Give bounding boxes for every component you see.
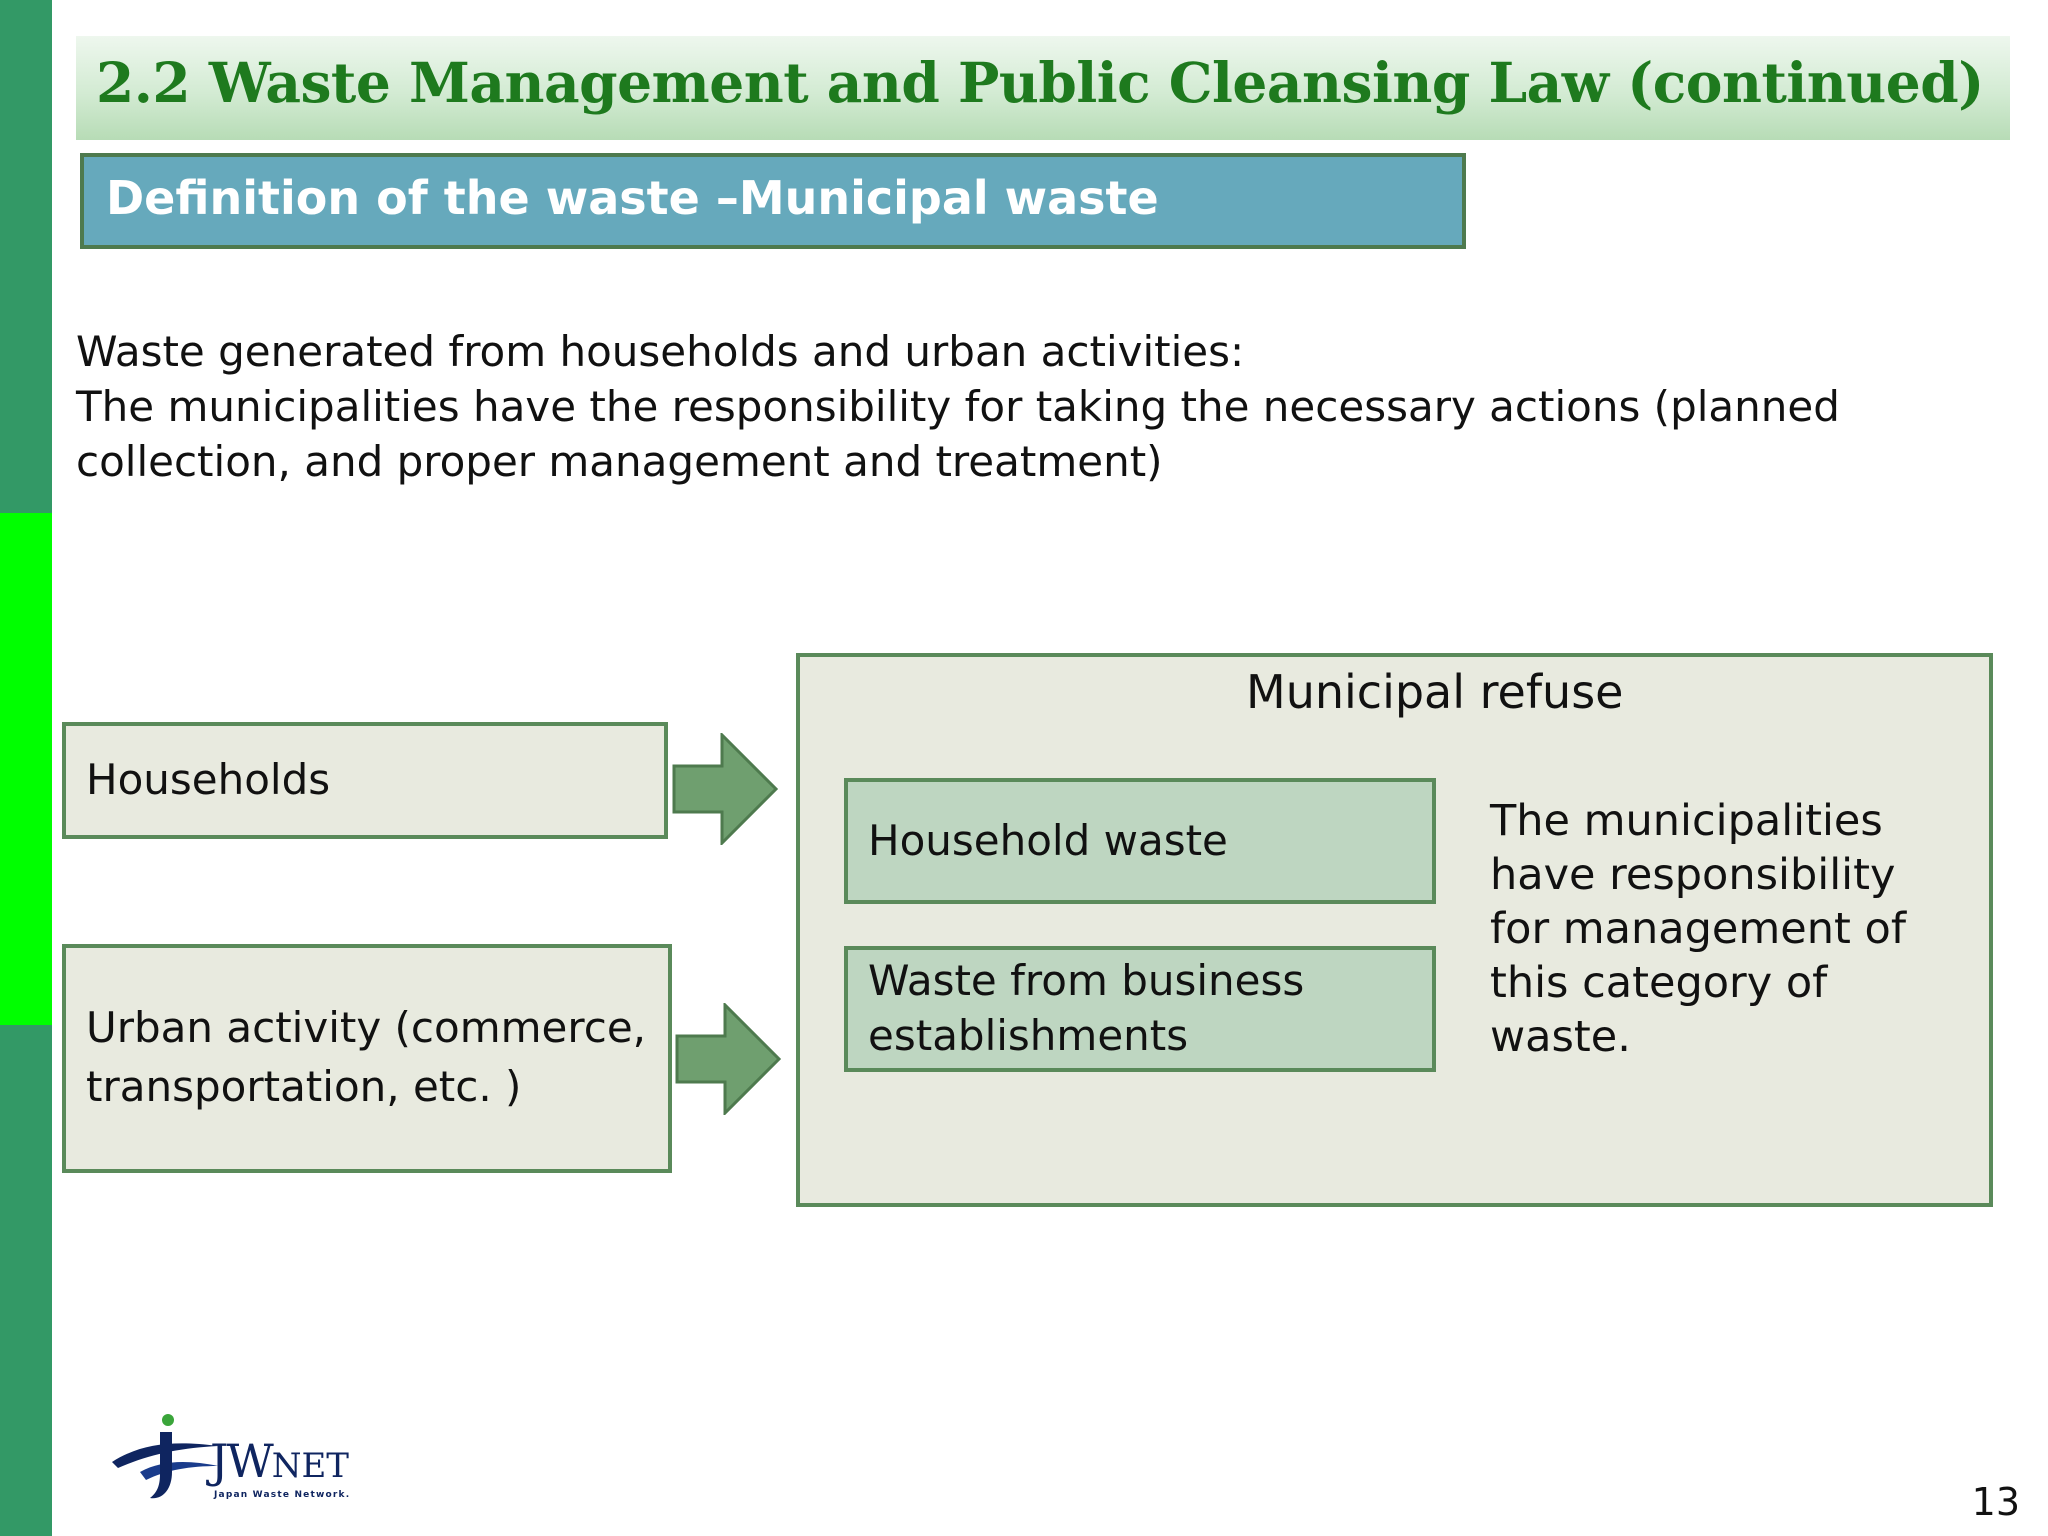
- jwnet-mark-icon: [110, 1410, 220, 1510]
- arrow-right-icon-urban: [675, 1003, 781, 1115]
- jwnet-logo: [110, 1410, 380, 1510]
- municipal-refuse-title: Municipal refuse: [1246, 665, 1624, 719]
- business-waste-box: [844, 946, 1436, 1072]
- household-waste-box: [844, 778, 1436, 904]
- slide-title: 2.2 Waste Management and Public Cleansing Law (continued): [96, 50, 1984, 115]
- households-label: Households: [86, 755, 331, 804]
- intro-line-2: The municipalities have the responsibility for taking the necessary actions (planned: [76, 382, 1840, 431]
- intro-line-1: Waste generated from households and urban activities:: [76, 327, 1245, 376]
- urban-activity-label-line-1: Urban activity (commerce,: [86, 1003, 647, 1052]
- left-sidebar-accent: [0, 513, 52, 1025]
- note-line-5: waste.: [1490, 1012, 1631, 1062]
- urban-activity-box: [62, 944, 672, 1173]
- note-line-4: this category of: [1490, 958, 1828, 1008]
- jwnet-logo-tagline: Japan Waste Network.: [214, 1490, 351, 1500]
- business-waste-label-line-1: Waste from business: [868, 956, 1305, 1005]
- municipal-refuse-box: [796, 653, 1993, 1207]
- business-waste-label-line-2: establishments: [868, 1011, 1189, 1060]
- subtitle-text: Definition of the waste –Municipal waste: [106, 171, 1159, 225]
- subtitle-box: [80, 153, 1466, 249]
- urban-activity-label-line-2: transportation, etc. ): [86, 1062, 522, 1111]
- household-waste-label: Household waste: [868, 816, 1228, 865]
- responsibility-note: [1490, 794, 1906, 1064]
- households-box: [62, 722, 668, 839]
- note-line-2: have responsibility: [1490, 850, 1896, 900]
- note-line-1: The municipalities: [1490, 796, 1883, 846]
- arrow-right-icon-households: [672, 733, 778, 845]
- note-line-3: for management of: [1490, 904, 1906, 954]
- jwnet-logo-text: JWNET: [210, 1434, 349, 1488]
- page-number: 13: [1971, 1480, 2020, 1524]
- intro-paragraph: [76, 324, 2026, 489]
- intro-line-3: collection, and proper management and treatment): [76, 437, 1163, 486]
